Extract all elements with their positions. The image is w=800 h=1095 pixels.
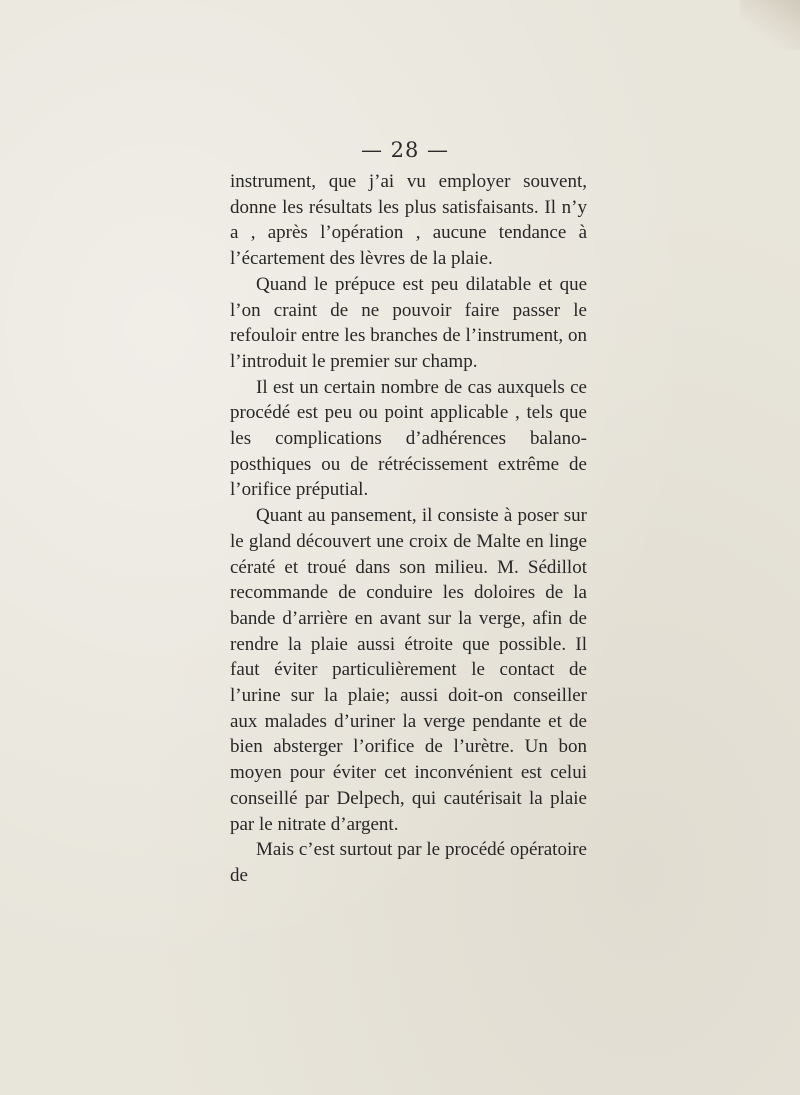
page-corner-shadow <box>740 0 800 50</box>
paragraph: Quand le prépuce est peu dilatable et que l’on craint de ne pouvoir faire passer le refouloir entre les branches de l’instrument, on l’introduit le premier sur champ. <box>230 273 587 372</box>
page-number: — 28 — <box>360 138 450 162</box>
paragraph: instrument, que j’ai vu employer souvent, donne les résultats les plus satisfaisants. Il n’y a , après l’opération , aucune tendance à l’écartement des lèvres de la plaie. <box>230 171 587 270</box>
paragraph: Mais c’est surtout par le procédé opératoire de <box>230 839 587 886</box>
paragraph: Quant au pansement, il consiste à poser sur le gland découvert une croix de Malte en linge cératé et troué dans son milieu. M. Sédillot recommande de conduire les doloires de la bande d’arrière en avant sur la verge, afin de rendre la plaie aussi étroite que possible. Il faut éviter particulièrement le contact de l’urine sur la plaie; aussi doit-on conseiller aux malades d’uriner la verge pendante et de bien absterger l’orifice de l’urètre. Un bon moyen pour éviter cet inconvénient est celui conseillé par Delpech, qui cautérisait la plaie par le nitrate d’argent. <box>230 505 587 835</box>
paragraph: Il est un certain nombre de cas auxquels ce procédé est peu ou point applicable , tels que les complications d’adhérences balano-posthiques ou de rétrécissement extrême de l’orifice préputial. <box>230 376 587 501</box>
body-text <box>230 169 587 889</box>
